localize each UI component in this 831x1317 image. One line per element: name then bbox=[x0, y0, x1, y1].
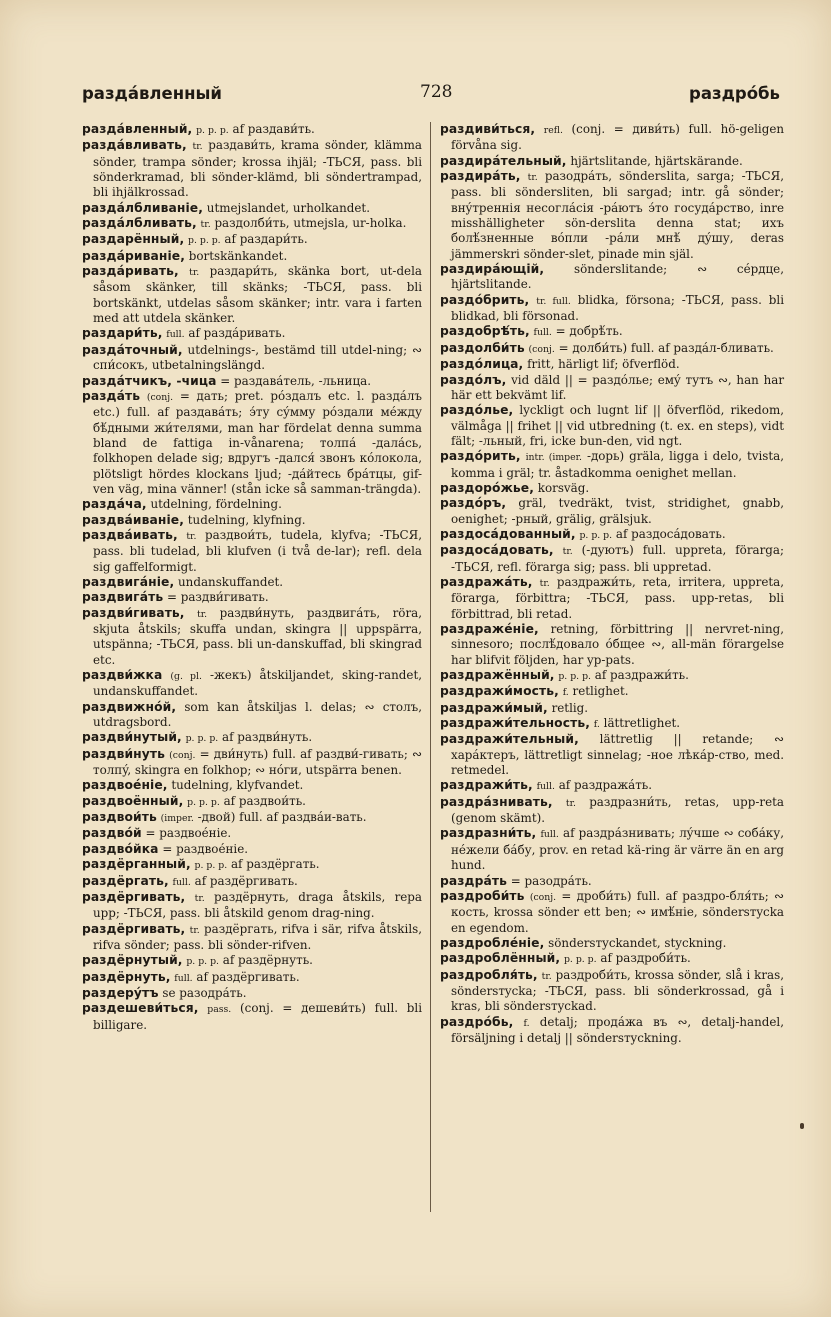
entry-headword: раздви́гивать, bbox=[82, 605, 185, 620]
dictionary-entry bbox=[82, 730, 422, 746]
entry-headword: раздёрнуть, bbox=[82, 969, 171, 984]
entry-grammar: p. p. p. bbox=[563, 954, 597, 966]
entry-headword: раздражéніе, bbox=[440, 622, 539, 636]
entry-definition: lyckligt och lugnt lif || öfverflöd, rikedom, välmåga || frihet || vid utbredning (t. ex. en steps), vidt fält; -льный, fri, icke bun-den, vid ngt. bbox=[451, 403, 784, 448]
entry-headword: раздвáивать, bbox=[82, 527, 178, 542]
entry-grammar: (conj. bbox=[146, 391, 174, 403]
dictionary-entry bbox=[82, 810, 422, 826]
entry-definition: = раздвоéніе. bbox=[145, 826, 232, 841]
entry-grammar: p. p. p. bbox=[579, 529, 613, 541]
entry-definition: раздражи́ть, reta, irritera, uppreta, förarga, förbittra; -ТЬСЯ, pass. upp-retas, bli förbittrad, bli retad. bbox=[451, 574, 785, 621]
entry-definition: tudelning, klyfvandet. bbox=[171, 778, 304, 793]
entry-headword: раздорóжье, bbox=[440, 480, 534, 495]
dictionary-entry bbox=[440, 154, 784, 169]
entry-grammar: tr. full. bbox=[536, 295, 571, 307]
entry-headword: раздвóйка bbox=[82, 841, 159, 856]
entry-headword: раздражáть, bbox=[440, 574, 533, 589]
dictionary-entry bbox=[440, 826, 784, 873]
entry-definition: разодрáть, sönderslita, sarga; -ТЬСЯ, pass. bli sönderslitеn, bli sargad; intr. gå sönder; внýтреннія несоглáсія -páютъ э́то госудáрство, inre misshälligheter sön-derslita denna stat; ихъ болѣ́зненные вóпли -páли мнѣ́ дýшу, deras jämmerskri sönder-slet, pinade min själ. bbox=[451, 169, 785, 261]
entry-headword: раздвáиваніе, bbox=[82, 512, 184, 527]
dictionary-entry bbox=[82, 857, 422, 873]
entry-definition: korsväg. bbox=[537, 480, 590, 495]
entry-headword: раздражи́мость, bbox=[440, 684, 559, 699]
dictionary-entry bbox=[440, 293, 784, 325]
entry-grammar: full. bbox=[172, 876, 191, 888]
entry-definition: -дорь) gräla, ligga i delo, tvista, komma i gräl; tr. åstadkomma oenighet mellan. bbox=[451, 449, 785, 480]
entry-definition: vid däld || = раздóлье; емý тутъ ∾, han har här ett bekvämt lif. bbox=[451, 372, 785, 402]
margin-mark bbox=[800, 1123, 804, 1129]
entry-headword: раздáча, bbox=[82, 497, 147, 512]
entry-grammar: p. p. p. bbox=[558, 671, 591, 683]
dictionary-entry bbox=[440, 668, 784, 684]
entry-headword: раздвóй bbox=[82, 826, 142, 841]
entry-headword: раздирáть, bbox=[440, 169, 521, 184]
dictionary-entry bbox=[440, 795, 784, 827]
entry-headword: раздешеви́ться, bbox=[82, 1001, 199, 1016]
entry-headword: раздражи́мый, bbox=[440, 700, 548, 715]
entry-definition: раздроби́ть, krossa sönder, slå i kras, söndersтycka; -ТЬСЯ, pass. bli söndеrkrossad, gå i kras, bli söndersтyckad. bbox=[451, 967, 785, 1014]
entry-grammar: refl. bbox=[543, 125, 563, 136]
entry-grammar: p. p. p. bbox=[187, 796, 220, 808]
entry-grammar: full. bbox=[174, 972, 193, 984]
entry-definition: af раздёрнуть. bbox=[222, 953, 313, 968]
entry-headword: раздáриваніе, bbox=[82, 248, 185, 263]
entry-headword: раздвигáть bbox=[82, 590, 164, 605]
right-column bbox=[440, 122, 784, 1046]
entry-headword: раздрóбь, bbox=[440, 1014, 514, 1029]
entry-headword: раздви́нуть bbox=[82, 746, 165, 761]
entry-grammar: tr. bbox=[562, 546, 573, 558]
entry-definition: = разодрáть. bbox=[510, 873, 592, 888]
entry-headword: раздёргать, bbox=[82, 873, 169, 888]
entry-definition: = добрѣ́ть. bbox=[555, 324, 623, 339]
entry-grammar: tr. bbox=[200, 219, 211, 231]
dictionary-entry bbox=[82, 497, 422, 512]
entry-definition: af раздёргать. bbox=[230, 857, 320, 872]
dictionary-entry bbox=[440, 889, 784, 936]
dictionary-entry bbox=[440, 357, 784, 372]
entry-definition: retlighet. bbox=[572, 684, 629, 699]
entry-headword: раздирáтельный, bbox=[440, 153, 567, 168]
dictionary-entry bbox=[82, 138, 422, 200]
entry-definition: fritt, härligt lif; öfverflöd. bbox=[527, 357, 680, 372]
entry-definition: lättretlighet. bbox=[603, 716, 681, 731]
dictionary-entry bbox=[440, 1015, 784, 1047]
left-column bbox=[82, 122, 422, 1033]
entry-definition: gräl, tvedräkt, tvist, stridighet, gnabb, oenighet; -рный, grälig, grälsjuk. bbox=[451, 496, 784, 526]
dictionary-entry bbox=[440, 324, 784, 340]
dictionary-entry bbox=[82, 389, 422, 497]
entry-definition: (-дуютъ) full. uppreta, förarga; -ТЬСЯ, refl. förarga sig; pass. bli uppretad. bbox=[451, 543, 784, 574]
entry-definition: utdelnings-, bestämd till utdel-ning; ∾ спи́сокъ, utbetalningslängd. bbox=[93, 342, 423, 373]
dictionary-entry bbox=[82, 216, 422, 232]
dictionary-entry bbox=[440, 684, 784, 700]
entry-grammar: tr. bbox=[189, 267, 200, 279]
column-divider bbox=[430, 122, 431, 1212]
dictionary-entry bbox=[440, 496, 784, 527]
entry-definition: af раздави́ть. bbox=[232, 122, 315, 136]
entry-definition: bortskänkandet. bbox=[188, 248, 288, 263]
entry-definition: utmejslandet, urholkandet. bbox=[206, 200, 370, 215]
entry-grammar: full. bbox=[166, 329, 185, 341]
entry-headword: раздосáдовать, bbox=[440, 543, 554, 558]
dictionary-entry bbox=[82, 606, 422, 668]
entry-definition: раздви́нуть, раздвигáть, röra, skjuta åtskils; skuffa undan, skingra || uppspärra, utspänna; -ТЬСЯ, pass. bli un-danskuffad, bli skingrad etc. bbox=[93, 605, 422, 667]
entry-headword: раздвигáніе, bbox=[82, 574, 175, 589]
page-header bbox=[82, 80, 780, 110]
entry-definition: раздразни́ть, retas, upp-reta (genom skämt). bbox=[451, 794, 784, 826]
entry-grammar: tr. bbox=[565, 797, 576, 809]
entry-headword: раздражи́ть, bbox=[440, 778, 533, 793]
entry-definition: = раздвоéніе. bbox=[162, 841, 249, 856]
entry-headword: раздóлъ, bbox=[440, 372, 507, 387]
dictionary-entry bbox=[82, 778, 422, 793]
entry-definition: af раздари́ть. bbox=[224, 232, 308, 247]
dictionary-entry bbox=[82, 668, 422, 700]
entry-grammar: (conj. bbox=[169, 749, 196, 761]
dictionary-entry bbox=[440, 701, 784, 716]
dictionary-entry bbox=[82, 528, 422, 575]
entry-definition: (conj. = диви́ть) full. hö-geligen förvåna sig. bbox=[451, 122, 785, 153]
dictionary-entry bbox=[82, 326, 422, 342]
entry-grammar: intr. (imper. bbox=[525, 452, 582, 464]
entry-headword: раздóрить, bbox=[440, 449, 521, 464]
entry-headword: раздёрнутый, bbox=[82, 953, 183, 968]
dictionary-entry bbox=[440, 481, 784, 496]
dictionary-entry bbox=[440, 341, 784, 357]
entry-grammar: p. p. p. bbox=[194, 860, 228, 872]
entry-definition: раздёрнуть, draga åtskils, repa upp; -ТЬСЯ, pass. bli åtskild genom drag-ning. bbox=[93, 889, 423, 921]
entry-definition: af раздвои́ть. bbox=[223, 793, 306, 808]
entry-headword: раздвои́ть bbox=[82, 810, 157, 825]
entry-definition: раздёргать, rifva i sär, rifva åtskils, rifva sönder; pass. bli sönder-rifven. bbox=[93, 921, 422, 952]
entry-grammar: (conj. bbox=[528, 343, 555, 355]
entry-grammar: f. bbox=[562, 687, 569, 699]
entry-headword: раздáривать, bbox=[82, 264, 179, 279]
dictionary-entry bbox=[82, 970, 422, 986]
entry-grammar: f. bbox=[523, 1017, 530, 1029]
entry-headword: раздроблéніе, bbox=[440, 935, 545, 950]
entry-definition: af раздражи́ть. bbox=[594, 668, 689, 683]
entry-headword: раздви́жка bbox=[82, 668, 163, 683]
entry-definition: = долби́ть) full. af раздáл-бливать. bbox=[558, 340, 774, 355]
entry-definition: af раздёргивать. bbox=[194, 873, 298, 888]
entry-headword: раздвижнóй, bbox=[82, 699, 177, 714]
entry-definition: söndersтyckandet, styckning. bbox=[548, 935, 727, 950]
dictionary-entry bbox=[82, 122, 422, 138]
dictionary-entry bbox=[440, 951, 784, 967]
entry-headword: раздáть bbox=[82, 388, 141, 403]
entry-definition: retlig. bbox=[551, 700, 589, 715]
dictionary-entry bbox=[82, 842, 422, 857]
dictionary-entry bbox=[82, 232, 422, 248]
entry-headword: раздóлье, bbox=[440, 403, 514, 418]
entry-grammar: tr. bbox=[541, 970, 552, 982]
entry-grammar: tr. bbox=[192, 141, 203, 153]
entry-headword: раздирáющій, bbox=[440, 262, 545, 277]
dictionary-entry bbox=[440, 778, 784, 794]
entry-grammar: full. bbox=[540, 829, 559, 841]
entry-headword: раздрáзнивать, bbox=[440, 794, 553, 809]
entry-definition: af раздрáзнивать; лýчше ∾ собáку, нéжели бáбу, prov. en retad kä-ring är värre än en arg hund. bbox=[451, 826, 784, 873]
entry-definition: se разодрáть. bbox=[162, 985, 247, 1000]
entry-headword: раздолби́ть bbox=[440, 340, 525, 355]
entry-headword: раздёргивать, bbox=[82, 889, 186, 904]
entry-definition: раздави́ть, krama sönder, klämma sönder, trampa sönder; krossa ihjäl; -ТЬСЯ, pass. bli sönderkramad, bli sönder-klämd, bli söndertrampad, bli ihjälkrossad. bbox=[93, 138, 422, 200]
entry-headword: раздосáдованный, bbox=[440, 526, 576, 541]
dictionary-entry bbox=[440, 716, 784, 732]
entry-grammar: full. bbox=[536, 781, 555, 793]
entry-headword: раздобрѣ́ть, bbox=[440, 324, 530, 339]
dictionary-entry bbox=[82, 264, 422, 326]
entry-definition: utdelning, fördelning. bbox=[150, 497, 282, 512]
entry-grammar: tr. bbox=[527, 172, 538, 184]
entry-definition: af раздосáдовать. bbox=[615, 526, 726, 541]
entry-grammar: tr. bbox=[197, 608, 208, 620]
dictionary-entry bbox=[440, 575, 784, 622]
entry-headword: раздвоённый, bbox=[82, 793, 184, 808]
entry-definition: af раздроби́ть. bbox=[600, 951, 691, 966]
entry-headword: раздиви́ться, bbox=[440, 122, 536, 136]
entry-grammar: tr. bbox=[189, 924, 200, 936]
dictionary-entry bbox=[82, 700, 422, 731]
header-last-word: раздрóбь bbox=[689, 84, 780, 103]
entry-definition: af раздáривать. bbox=[188, 326, 286, 341]
dictionary-entry bbox=[82, 747, 422, 779]
entry-grammar: p. p. p. bbox=[185, 733, 219, 745]
dictionary-entry bbox=[82, 374, 422, 389]
entry-headword: раздáвливать, bbox=[82, 138, 187, 153]
entry-definition: (conj. = дешеви́ть) full. bli billigare. bbox=[93, 1001, 423, 1032]
entry-grammar: f. bbox=[593, 719, 600, 731]
entry-definition: = раздавáтель, -льница. bbox=[220, 373, 372, 388]
entry-headword: раздроблённый, bbox=[440, 951, 561, 966]
entry-grammar: p. p. p. bbox=[188, 235, 221, 247]
dictionary-entry bbox=[82, 201, 422, 216]
entry-headword: раздражи́тельный, bbox=[440, 732, 579, 747]
entry-headword: раздёргивать, bbox=[82, 921, 186, 936]
entry-grammar: tr. bbox=[194, 892, 205, 904]
entry-headword: раздари́ть, bbox=[82, 326, 163, 341]
entry-definition: detalj; продáжа въ ∾, detalj-handel, försäljning i detalj || söndersтyckning. bbox=[451, 1014, 784, 1045]
entry-definition: blidka, försona; -ТЬСЯ, pass. bli blidkad, bli försonad. bbox=[451, 292, 784, 324]
entry-definition: sönderslitande; ∾ сéрдце, hjärtslitande. bbox=[451, 262, 784, 292]
dictionary-entry bbox=[82, 874, 422, 890]
entry-definition: -двой) full. af раздвáи-вать. bbox=[197, 810, 367, 825]
dictionary-entry bbox=[82, 249, 422, 264]
dictionary-entry bbox=[82, 343, 422, 374]
entry-grammar: tr. bbox=[186, 530, 197, 542]
dictionary-entry bbox=[440, 874, 784, 889]
dictionary-entry bbox=[82, 826, 422, 841]
entry-grammar: tr. bbox=[539, 577, 550, 589]
entry-headword: раздáлбливать, bbox=[82, 216, 197, 231]
entry-headword: раздерýтъ bbox=[82, 985, 159, 1000]
entry-headword: раздробля́ть, bbox=[440, 967, 538, 982]
entry-headword: раздáлбливаніе, bbox=[82, 200, 203, 215]
dictionary-entry bbox=[82, 1001, 422, 1033]
dictionary-entry bbox=[82, 590, 422, 605]
dictionary-entry bbox=[440, 968, 784, 1015]
entry-grammar: full. bbox=[533, 327, 552, 339]
dictionary-entry bbox=[440, 527, 784, 543]
entry-headword: раздражённый, bbox=[440, 668, 555, 683]
dictionary-entry bbox=[440, 543, 784, 575]
entry-definition: af раздви́нуть. bbox=[222, 730, 313, 745]
entry-definition: = дроби́ть) full. af раздро-бля́ть; ∾ кость, krossa sönder ett ben; ∾ имѣ́ніе, söndersтycka en egendom. bbox=[451, 888, 785, 935]
dictionary-entry bbox=[440, 449, 784, 481]
dictionary-entry bbox=[440, 169, 784, 262]
page-number: 728 bbox=[420, 82, 453, 102]
dictionary-entry bbox=[440, 403, 784, 449]
entry-headword: раздóлица, bbox=[440, 357, 524, 372]
entry-definition: раздвои́ть, tudela, klyfva; -ТЬСЯ, pass. bli tudelad, bli klufven (i två de-lar); refl. dela sig gaffelformigt. bbox=[93, 527, 422, 574]
entry-definition: -жекъ) åtskiljandet, sking-randet, undanskuffandet. bbox=[93, 668, 423, 699]
entry-definition: lättretlig || retande; ∾ харáктеръ, lättretligt sinnelag; -ное лѣкáр-ство, med. retmedel. bbox=[451, 732, 784, 778]
dictionary-entry bbox=[82, 575, 422, 590]
entry-headword: раздáточный, bbox=[82, 342, 183, 357]
entry-headword: раздáтчикъ, -чица bbox=[82, 373, 217, 388]
entry-definition: af раздёргивать. bbox=[196, 969, 300, 984]
entry-definition: som kan åtskiljas l. delas; ∾ столъ, utdragsbord. bbox=[93, 699, 422, 730]
entry-definition: раздари́ть, skänka bort, ut-dela såsom skänker, till skänks; -ТЬСЯ, pass. bli bortskänkt, utdelas såsom skänker; intr. vara i farten med att utdela skänker. bbox=[93, 264, 422, 326]
entry-grammar: p. p. p. bbox=[196, 125, 229, 136]
dictionary-entry bbox=[82, 890, 422, 922]
dictionary-entry bbox=[440, 936, 784, 951]
entry-definition: af раздражáть. bbox=[558, 778, 653, 793]
entry-definition: = дать; pret. рóздалъ etc. l. раздáлъ etc.) full. af раздавáть; э́ту сýмму рóздали мéжду бѣ́дными жи́телями, man har fördelat denna summa bland de fattiga in-vånarena; толпá -далáсь, folkhopen delade sig; вдругъ -дался́ звонъ кóлокола, plötsligt hördes klockans ljud; -дáйтесь брáтцы, gif-ven väg, mina vänner! (stån icke så samman-trängda). bbox=[93, 388, 422, 496]
entry-headword: раздви́нутый, bbox=[82, 730, 182, 745]
dictionary-entry bbox=[440, 373, 784, 404]
entry-grammar: (imper. bbox=[160, 813, 194, 825]
entry-grammar: p. p. p. bbox=[186, 956, 219, 968]
header-first-word: раздáвленный bbox=[82, 84, 222, 103]
dictionary-entry bbox=[440, 262, 784, 293]
entry-headword: раздёрганный, bbox=[82, 857, 191, 872]
dictionary-entry bbox=[82, 986, 422, 1001]
dictionary-entry bbox=[440, 622, 784, 668]
entry-headword: раздроби́ть bbox=[440, 888, 525, 903]
entry-definition: retning, förbittring || nervret-ning, sinnesoro; послѣ́довало óбщее ∾, all-män förargelse har blifvit följden, har yp-pats. bbox=[451, 622, 784, 667]
dictionary-entry bbox=[82, 922, 422, 954]
entry-headword: раздáвленный, bbox=[82, 122, 193, 136]
entry-definition: undanskuffandet. bbox=[178, 574, 284, 589]
dictionary-entry bbox=[440, 732, 784, 778]
dictionary-entry bbox=[440, 122, 784, 154]
entry-definition: hjärtslitande, hjärtskärande. bbox=[570, 153, 743, 168]
entry-grammar: (g. pl. bbox=[170, 671, 202, 683]
entry-headword: раздóръ, bbox=[440, 496, 507, 511]
entry-headword: раздарённый, bbox=[82, 232, 185, 247]
dictionary-entry bbox=[82, 794, 422, 810]
entry-headword: раздвоéніе, bbox=[82, 778, 168, 793]
entry-headword: раздразни́ть, bbox=[440, 826, 537, 841]
entry-grammar: (conj. bbox=[529, 891, 557, 903]
entry-headword: раздóбрить, bbox=[440, 292, 530, 307]
dictionary-entry bbox=[82, 513, 422, 528]
dictionary-entry bbox=[82, 953, 422, 969]
entry-headword: раздражи́тельность, bbox=[440, 716, 590, 731]
entry-definition: = раздви́гивать. bbox=[166, 590, 269, 605]
entry-definition: = дви́нуть) full. af раздви́-гивать; ∾ толпý, skingra en folkhop; ∾ нóги, utspärra benen. bbox=[93, 746, 423, 778]
entry-definition: раздолби́ть, utmejsla, ur-holka. bbox=[214, 216, 407, 231]
entry-headword: раздрáть bbox=[440, 873, 507, 888]
entry-grammar: pass. bbox=[207, 1004, 232, 1016]
entry-definition: tudelning, klyfning. bbox=[187, 512, 306, 527]
